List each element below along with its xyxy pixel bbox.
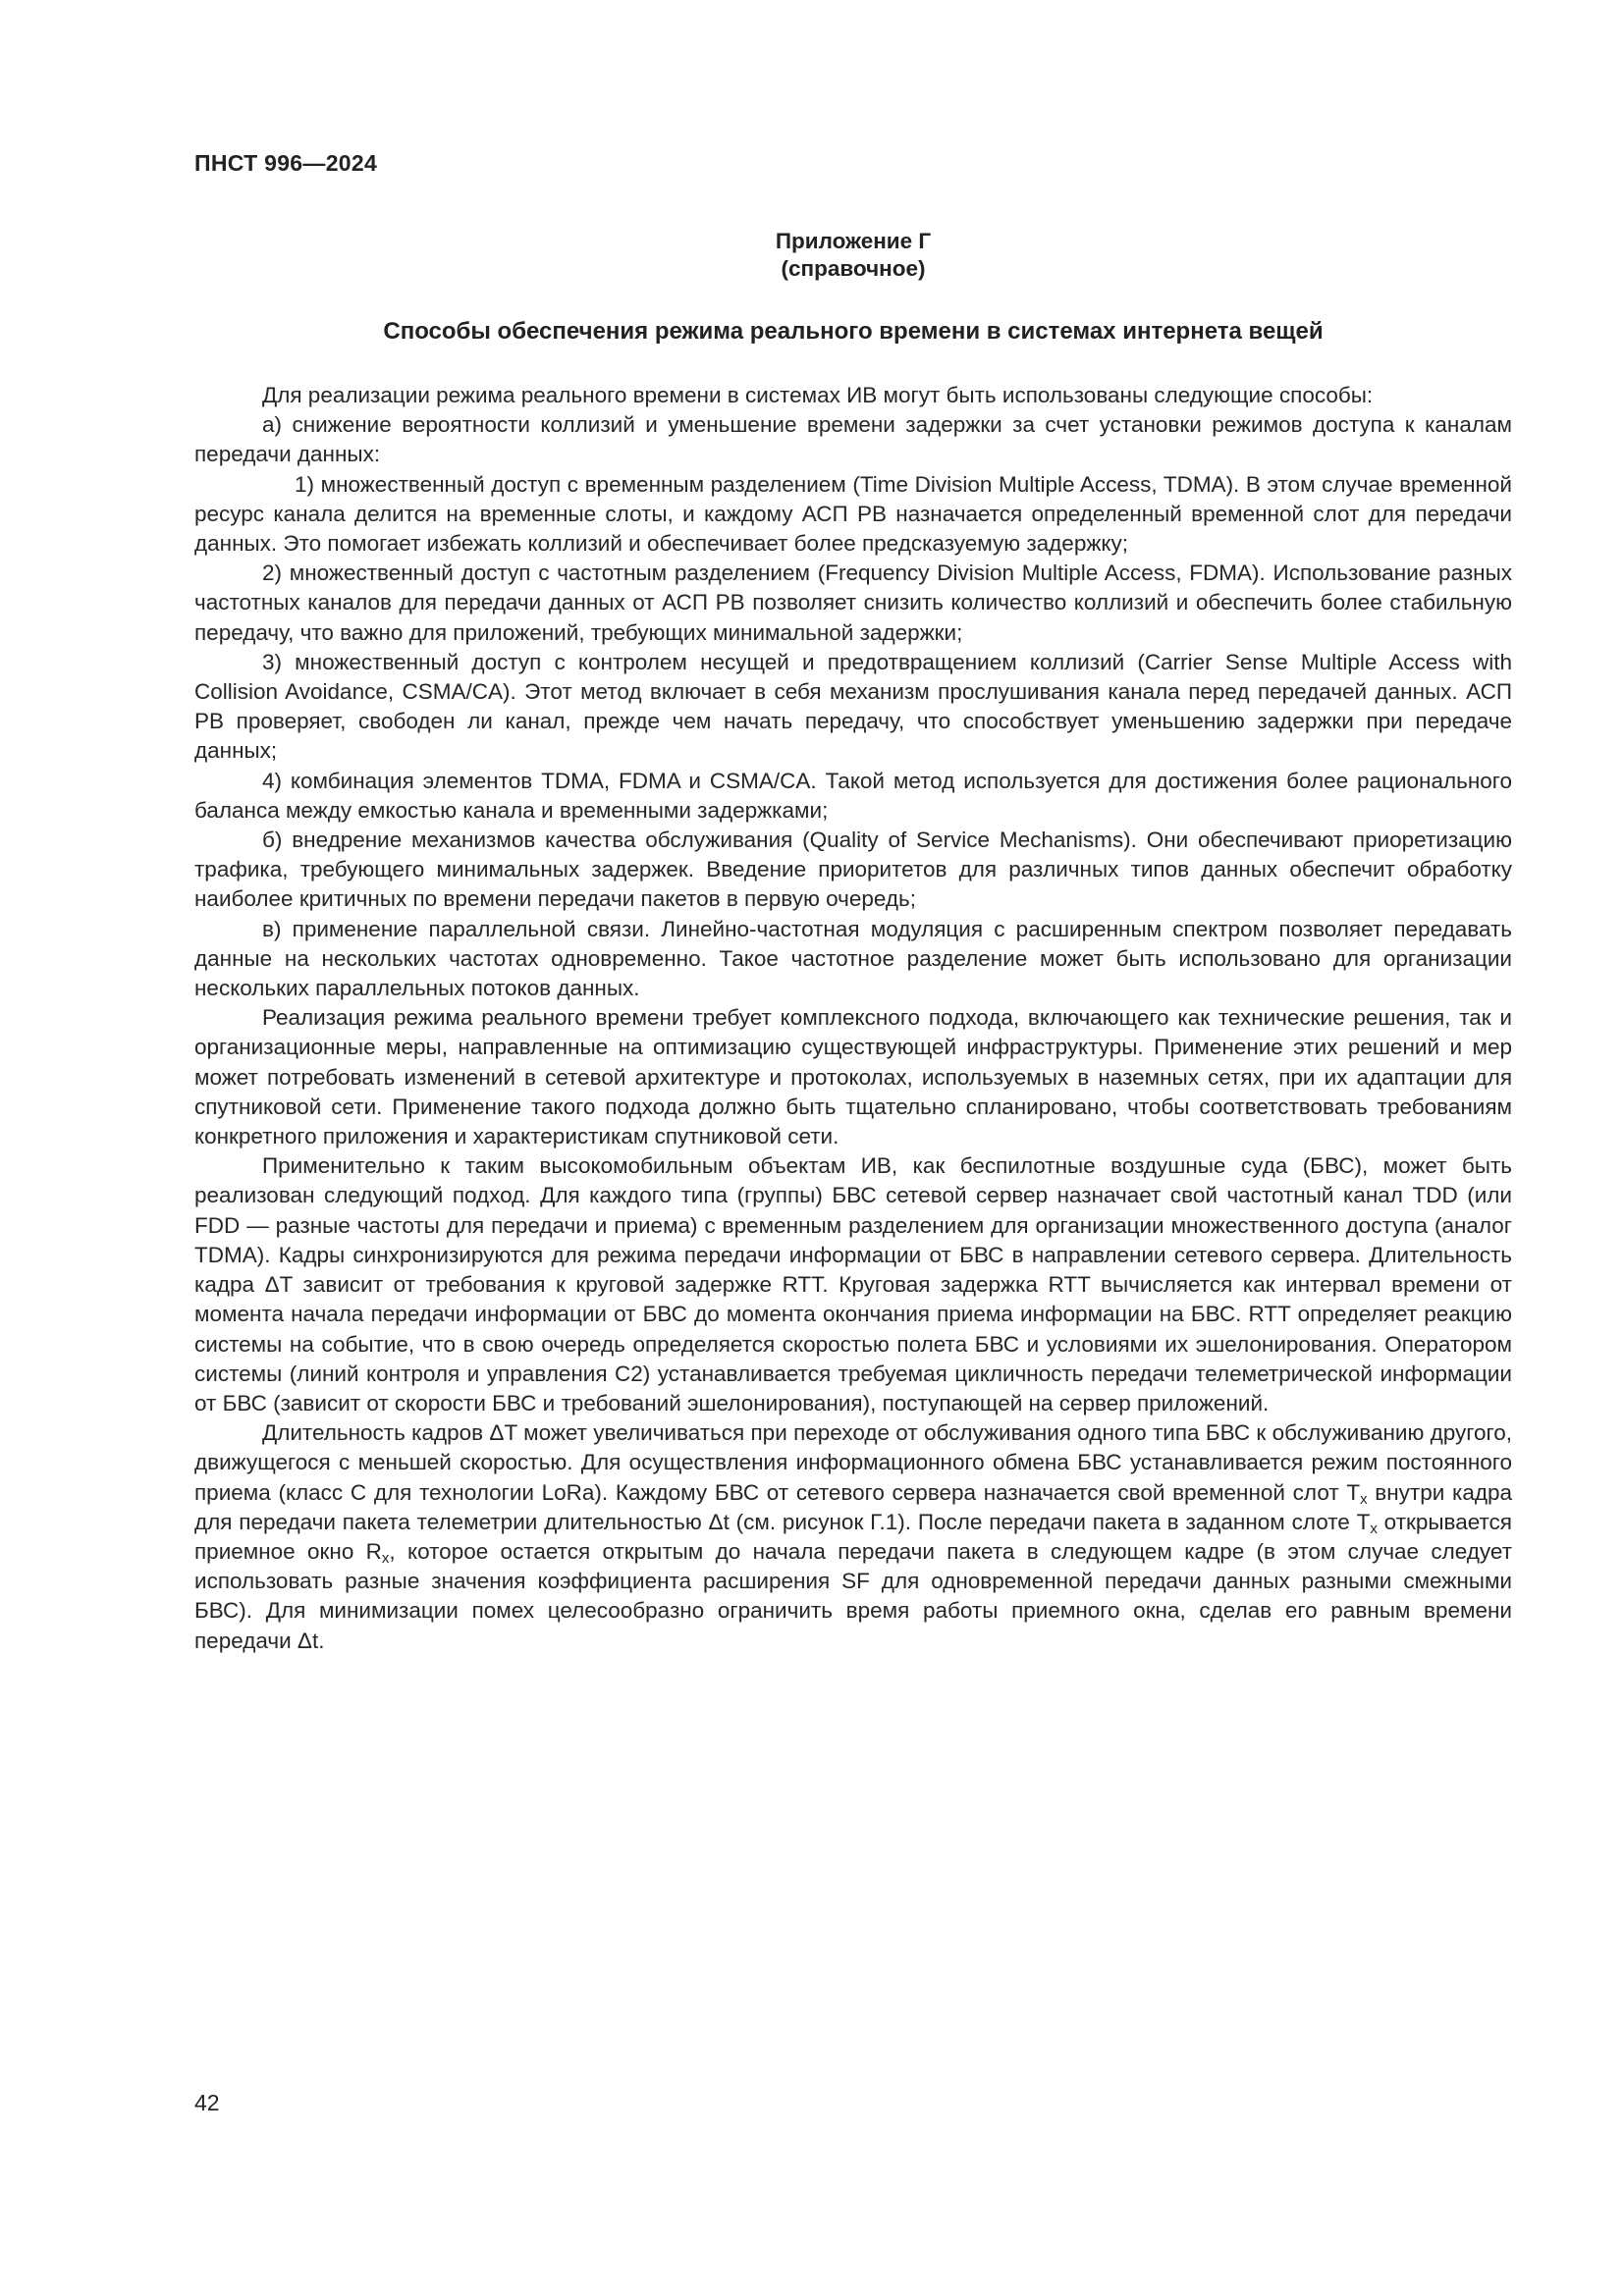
annex-label: Приложение Г bbox=[775, 229, 932, 253]
list-item-v: в) применение параллельной связи. Линейно-частотная модуляция с расширенным спектром позволяет передавать данные на нескольких частотах одновременно. Такое частотное разделение может быть использовано для организации нескольких параллельных потоков данных. bbox=[194, 916, 1512, 1001]
list-item-a1: 1) множественный доступ с временным разделением (Time Division Multiple Access, TDMA). В этом случае временной ресурс канала делится на временные слоты, и каждому АСП РВ назначается определенный временной слот для передачи данных. Это помогает избежать коллизий и обеспечивает более предсказуемую задержку; bbox=[194, 471, 1512, 557]
window-subscript: x bbox=[381, 1549, 390, 1567]
section-title: Способы обеспечения режима реального времени в системах интернета вещей bbox=[383, 318, 1324, 345]
frame-text-2: внутри кадра для передачи пакета телеметрии длительностью Δt (см. рисунок Г.1). После передачи пакета в заданном слоте T bbox=[194, 1479, 1512, 1534]
document-code: ПНСТ 996—2024 bbox=[194, 150, 378, 176]
list-item-a: а) снижение вероятности коллизий и уменьшение времени задержки за счет установки режимов доступа к каналам передачи данных: bbox=[194, 412, 1512, 467]
frame-text-3: открывается приемное окно R bbox=[194, 1509, 1512, 1564]
list-item-a3: 3) множественный доступ с контролем несущей и предотвращением коллизий (Carrier Sense Multiple Access with Collision Avoidance, CSMA/CA). Этот метод включает в себя механизм прослушивания канала перед передачей данных. АСП РВ проверяет, свободен ли канал, прежде чем начать передачу, что способствует уменьшению задержки при передаче данных; bbox=[194, 649, 1512, 764]
slot-subscript: x bbox=[1360, 1490, 1368, 1508]
slot-subscript: x bbox=[1370, 1520, 1378, 1537]
annex-kind: (справочное) bbox=[781, 256, 926, 281]
body-text bbox=[194, 381, 1512, 1656]
paragraph-intro: Для реализации режима реального времени в системах ИВ могут быть использованы следующие способы: bbox=[262, 383, 1374, 407]
page-number: 42 bbox=[194, 2090, 220, 2115]
frame-text-1: Длительность кадров ΔT может увеличиваться при переходе от обслуживания одного типа БВС к обслуживанию другого, движущегося с меньшей скоростью. Для осуществления информационного обмена БВС устанавливается режим постоянного приема (класс С для технологии LoRa). Каждому БВС от сетевого сервера назначается свой временной слот T bbox=[194, 1420, 1512, 1505]
frame-text-4: , которое остается открытым до начала передачи пакета в следующем кадре (в этом случае следует использовать разные значения коэффициента расширения SF для одновременной передачи данных разными смежными БВС). Для минимизации помех целесообразно ограничить время работы приемного окна, сделав его равным времени передачи Δt. bbox=[194, 1538, 1512, 1653]
paragraph-complex-approach: Реализация режима реального времени требует комплексного подхода, включающего как технические решения, так и организационные меры, направленные на оптимизацию существующей инфраструктуры. Применение этих решений и мер может потребовать изменений в сетевой архитектуре и протоколах, используемых в наземных сетях, при их адаптации для спутниковой сети. Применение такого подхода должно быть тщательно спланировано, чтобы соответствовать требованиям конкретного приложения и характеристикам спутниковой сети. bbox=[194, 1005, 1512, 1149]
paragraph-frame-duration bbox=[194, 1418, 1512, 1656]
list-item-a4: 4) комбинация элементов TDMA, FDMA и CSMA/CA. Такой метод используется для достижения более рационального баланса между емкостью канала и временными задержками; bbox=[194, 768, 1512, 823]
annex-heading bbox=[194, 228, 1512, 283]
paragraph-uav-approach: Применительно к таким высокомобильным объектам ИВ, как беспилотные воздушные суда (БВС), может быть реализован следующий подход. Для каждого типа (группы) БВС сетевой сервер назначает свой частотный канал TDD (или FDD — разные частоты для передачи и приема) с временным разделением для организации множественного доступа (аналог TDMA). Кадры синхронизируются для режима передачи информации от БВС в направлении сетевого сервера. Длительность кадра ΔT зависит от требования к круговой задержке RTT. Круговая задержка RTT вычисляется как интервал времени от момента начала передачи информации от БВС до момента окончания приема информации на БВС. RTT определяет реакцию системы на событие, что в свою очередь определяется скоростью полета БВС и условиями их эшелонирования. Оператором системы (линий контроля и управления С2) устанавливается требуемая цикличность передачи телеметрической информации от БВС (зависит от скорости БВС и требований эшелонирования), поступающей на сервер приложений. bbox=[194, 1153, 1512, 1415]
list-item-b: б) внедрение механизмов качества обслуживания (Quality of Service Mechanisms). Они обеспечивают приоретизацию трафика, требующего минимальных задержек. Введение приоритетов для различных типов данных обеспечит обработку наиболее критичных по времени передачи пакетов в первую очередь; bbox=[194, 828, 1512, 912]
list-item-a2: 2) множественный доступ с частотным разделением (Frequency Division Multiple Access, FDMA). Использование разных частотных каналов для передачи данных от АСП РВ позволяет снизить количество коллизий и обеспечить более стабильную передачу, что важно для приложений, требующих минимальной задержки; bbox=[194, 561, 1512, 645]
